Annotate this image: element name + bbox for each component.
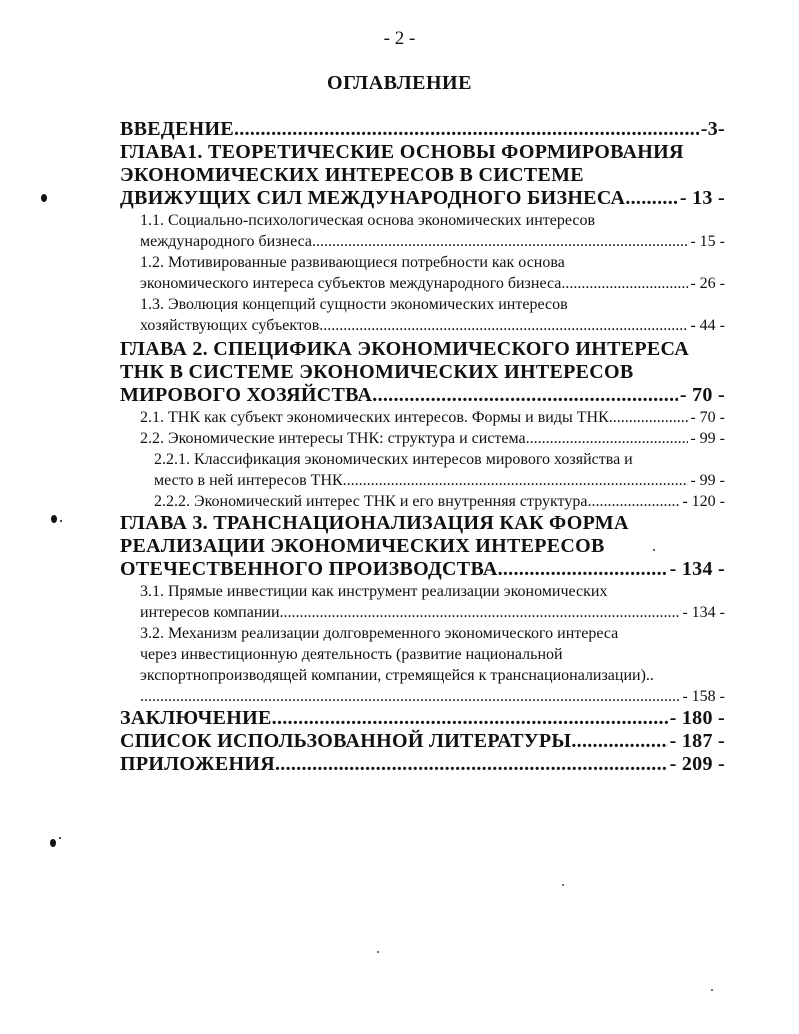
dot-leader bbox=[343, 470, 689, 491]
toc-entry-section-1-3[interactable] bbox=[140, 294, 725, 336]
scan-speck bbox=[59, 837, 61, 839]
toc-entry-title-line: 2.2.2. Экономический интерес ТНК и его внутренняя структура bbox=[154, 493, 588, 510]
toc-entry-title: ВВЕДЕНИЕ bbox=[120, 118, 234, 140]
dot-leader bbox=[372, 384, 678, 407]
toc-entry-section-3-1[interactable] bbox=[140, 581, 725, 623]
toc-page-number: - 13 - bbox=[679, 187, 725, 209]
toc-entry-chapter-3[interactable] bbox=[120, 512, 725, 581]
toc-entry-section-1-1[interactable] bbox=[140, 210, 725, 252]
toc-entry-introduction[interactable] bbox=[120, 118, 725, 141]
toc-entry-title-line: РЕАЛИЗАЦИИ ЭКОНОМИЧЕСКИХ ИНТЕРЕСОВ bbox=[120, 535, 605, 557]
toc-entry-title: ЗАКЛЮЧЕНИЕ bbox=[120, 707, 272, 729]
toc-page-number: - 134 - bbox=[682, 604, 725, 621]
toc-entry-section-2-2-1[interactable] bbox=[154, 449, 725, 491]
toc-entry-title-line: ГЛАВА1. ТЕОРЕТИЧЕСКИЕ ОСНОВЫ ФОРМИРОВАНИЯ bbox=[120, 141, 684, 163]
scan-speck bbox=[60, 520, 62, 522]
dot-leader bbox=[140, 686, 680, 707]
scan-speck bbox=[41, 194, 47, 202]
toc-entry-section-1-2[interactable] bbox=[140, 252, 725, 294]
toc-entry-title-line: место в ней интересов ТНК bbox=[154, 472, 343, 489]
toc-entry-title-line: международного бизнеса bbox=[140, 233, 312, 250]
toc-entry-title: СПИСОК ИСПОЛЬЗОВАННОЙ ЛИТЕРАТУРЫ bbox=[120, 730, 572, 752]
toc-entry-title-line: 1.2. Мотивированные развивающиеся потребности как основа bbox=[140, 254, 565, 271]
dot-leader bbox=[609, 407, 689, 428]
dot-leader bbox=[234, 118, 699, 141]
dot-leader bbox=[625, 187, 678, 210]
toc-entry-title-line: ГЛАВА 3. ТРАНСНАЦИОНАЛИЗАЦИЯ КАК ФОРМА bbox=[120, 512, 629, 534]
toc-entry-chapter-1[interactable] bbox=[120, 141, 725, 210]
scan-speck bbox=[50, 839, 56, 847]
table-of-contents bbox=[120, 118, 725, 776]
page-title: ОГЛАВЛЕНИЕ bbox=[327, 72, 472, 94]
toc-entry-title-line: экономического интереса субъектов международного бизнеса bbox=[140, 275, 562, 292]
scan-speck bbox=[562, 884, 564, 886]
toc-entry-references[interactable] bbox=[120, 730, 725, 753]
toc-entry-title-line: ГЛАВА 2. СПЕЦИФИКА ЭКОНОМИЧЕСКОГО ИНТЕРЕСА bbox=[120, 338, 690, 360]
scan-speck bbox=[711, 989, 713, 991]
toc-entry-section-2-2[interactable] bbox=[140, 428, 725, 449]
toc-page-number: - 180 - bbox=[669, 707, 725, 729]
dot-leader bbox=[561, 273, 688, 294]
toc-entry-section-3-2[interactable] bbox=[140, 623, 725, 707]
toc-page-number: - 70 - bbox=[679, 384, 725, 406]
toc-entry-title: ПРИЛОЖЕНИЯ bbox=[120, 753, 275, 775]
toc-page-number: - 70 - bbox=[690, 409, 725, 426]
toc-entry-title-line: 2.2. Экономические интересы ТНК: структура и система bbox=[140, 430, 526, 447]
toc-entry-title-line: через инвестиционную деятельность (развитие национальной bbox=[140, 646, 563, 663]
dot-leader bbox=[272, 707, 668, 730]
toc-entry-title-line: ОТЕЧЕСТВЕННОГО ПРОИЗВОДСТВА bbox=[120, 558, 498, 580]
toc-entry-appendices[interactable] bbox=[120, 753, 725, 776]
toc-entry-title-line: ДВИЖУЩИХ СИЛ МЕЖДУНАРОДНОГО БИЗНЕСА bbox=[120, 187, 626, 209]
toc-entry-title-line: ТНК В СИСТЕМЕ ЭКОНОМИЧЕСКИХ ИНТЕРЕСОВ bbox=[120, 361, 634, 383]
dot-leader bbox=[312, 231, 688, 252]
toc-entry-title-line: ЭКОНОМИЧЕСКИХ ИНТЕРЕСОВ В СИСТЕМЕ bbox=[120, 164, 584, 186]
toc-entry-title-line: МИРОВОГО ХОЗЯЙСТВА bbox=[120, 384, 373, 406]
toc-entry-section-2-2-2[interactable] bbox=[154, 491, 725, 512]
toc-page-number: - 44 - bbox=[690, 317, 725, 334]
toc-page-number: - 134 - bbox=[669, 558, 725, 580]
dot-leader bbox=[319, 315, 688, 336]
toc-entry-title-line: 2.2.1. Классификация экономических интересов мирового хозяйства и bbox=[154, 451, 633, 468]
toc-entry-conclusion[interactable] bbox=[120, 707, 725, 730]
toc-page-number: - 99 - bbox=[690, 430, 725, 447]
toc-page-number: - 158 - bbox=[682, 688, 725, 705]
toc-page-number: - 187 - bbox=[669, 730, 725, 752]
toc-page-number: - 209 - bbox=[669, 753, 725, 775]
toc-entry-title-line: хозяйствующих субъектов bbox=[140, 317, 320, 334]
toc-entry-title-line: 2.1. ТНК как субъект экономических интересов. Формы и виды ТНК bbox=[140, 409, 609, 426]
toc-page-number: - 15 - bbox=[690, 233, 725, 250]
toc-entry-section-2-1[interactable] bbox=[140, 407, 725, 428]
toc-page-number: -3- bbox=[700, 118, 725, 140]
toc-entry-title-line: интересов компании bbox=[140, 604, 280, 621]
dot-leader bbox=[498, 558, 668, 581]
toc-entry-title-line: экспортнопроизводящей компании, стремящейся к транснационализации).. bbox=[140, 667, 654, 684]
dot-leader bbox=[280, 602, 681, 623]
toc-entry-chapter-2[interactable] bbox=[120, 338, 725, 407]
dot-leader bbox=[526, 428, 689, 449]
toc-entry-title-line: 1.1. Социально-психологическая основа экономических интересов bbox=[140, 212, 596, 229]
scan-speck bbox=[377, 951, 379, 953]
scan-speck bbox=[51, 515, 57, 523]
toc-entry-title-line: 1.3. Эволюция концепций сущности экономических интересов bbox=[140, 296, 568, 313]
toc-page-number: - 99 - bbox=[690, 472, 725, 489]
dot-leader bbox=[275, 753, 668, 776]
toc-page-number: - 26 - bbox=[690, 275, 725, 292]
dot-leader bbox=[587, 491, 680, 512]
toc-entry-title-line: 3.2. Механизм реализации долговременного экономического интереса bbox=[140, 625, 619, 642]
toc-entry-title-line: 3.1. Прямые инвестиции как инструмент реализации экономических bbox=[140, 583, 608, 600]
toc-page-number: - 120 - bbox=[682, 493, 725, 510]
dot-leader bbox=[571, 730, 667, 753]
page-number: - 2 - bbox=[383, 28, 416, 49]
